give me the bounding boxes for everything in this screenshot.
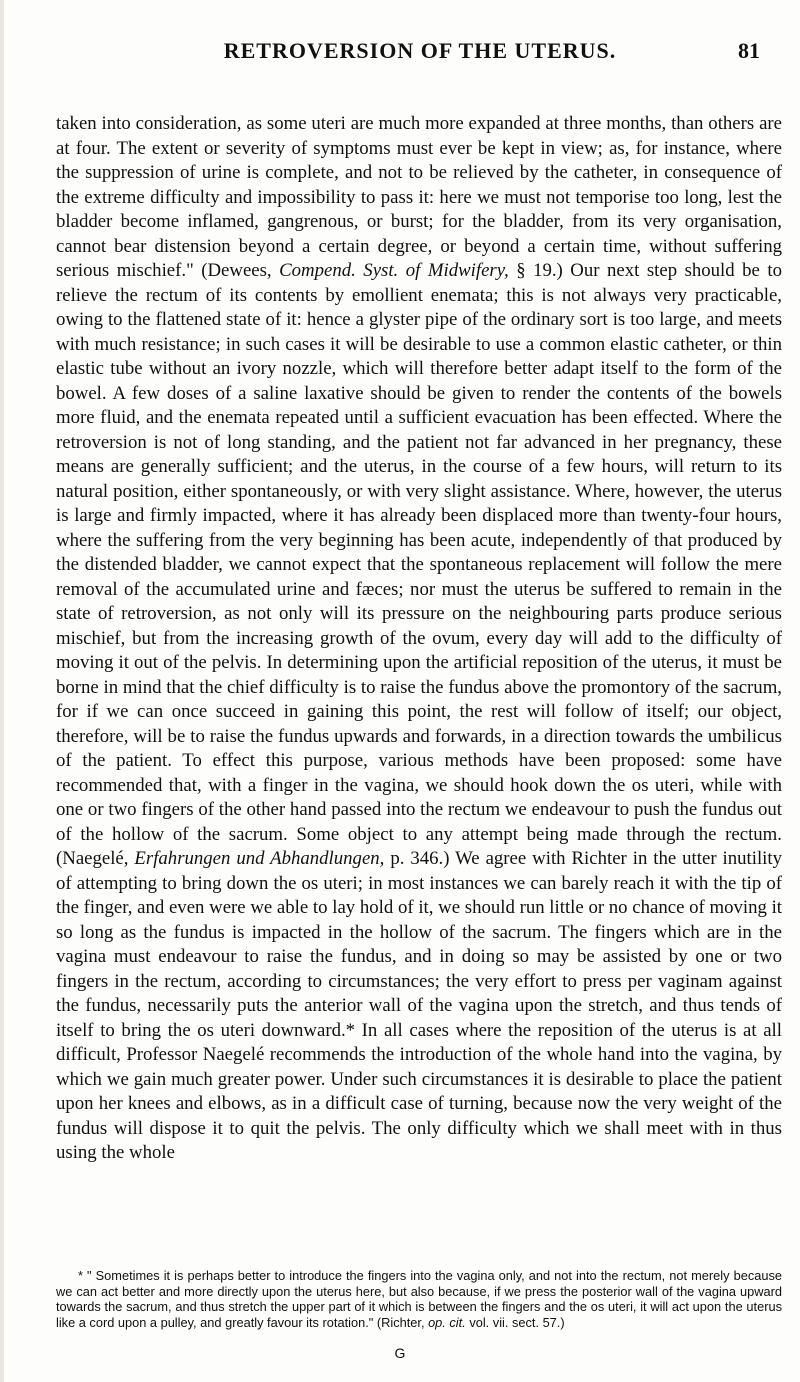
- citation: Compend. Syst. of Midwifery,: [279, 260, 509, 281]
- footnote-segment: vol. vii. sect. 57.): [465, 1314, 565, 1330]
- paragraph-segment: § 19.) Our next step should be to relieve the rectum of its contents by emollient enemata; this is not always very practicable, owing to the flattened state of it: hence a glyster pipe of the ordinary sort is too large, and meets with much resistance; in such cases it will be desirable to use a common elastic catheter, or thin elastic tube without an ivory nozzle, which will therefore better adapt itself to the form of the bowel. A few doses of a saline laxative should be given to render the contents of the bowels more fluid, and the enemata repeated until a sufficient evacuation has been effected. Where the retroversion is not of long standing, and the patient not far advanced in her pregnancy, these means are generally sufficient; and the uterus, in the course of a few hours, will return to its natural position, either spontaneously, or with very slight assistance. Where, however, the uterus is large and firmly impacted, where it has already been displaced more than twenty-four hours, where the suffering from the very beginning has been acute, independently of that produced by the distended bladder, we cannot expect that the spontaneous replacement will follow the mere removal of the accumulated urine and fæces; nor must the uterus be suffered to remain in the state of retroversion, as not only will its pressure on the neighbouring parts produce serious mischief, but from the increasing growth of the ovum, every day will add to the difficulty of moving it out of the pelvis. In determining upon the artificial reposition of the uterus, it must be borne in mind that the chief difficulty is to raise the fundus above the promontory of the sacrum, for if we can once succeed in gaining this point, the rest will follow of itself; our object, therefore, will be to raise the fundus upwards and forwards, in a direction towards the umbilicus of the patient. To effect this purpose, various methods have been proposed: some have recommended that, with a finger in the vagina, we should hook down the os uteri, while with one or two fingers of the other hand passed into the rectum we endeavour to push the fundus out of the hollow of the sacrum. Some object to any attempt being made through the rectum. (Naegelé,: [56, 260, 782, 869]
- footnote-citation: op. cit.: [428, 1314, 466, 1330]
- main-paragraph: [56, 112, 782, 1166]
- page-edge: [0, 0, 4, 1382]
- running-head: [140, 38, 760, 78]
- running-title: RETROVERSION OF THE UTERUS.: [223, 38, 617, 63]
- signature-mark: G: [394, 1345, 406, 1361]
- footnote: [56, 1268, 782, 1330]
- paragraph-segment: p. 346.) We agree with Richter in the utter inutility of attempting to bring down the os uteri; in most instances we can barely reach it with the tip of the finger, and even were we able to lay hold of it, we should run little or no chance of moving it so long as the fundus is impacted in the hollow of the sacrum. The fingers which are in the vagina must endeavour to raise the fundus, and in doing so may be assisted by one or two fingers in the rectum, according to circumstances; the very effort to press per vaginam against the fundus, necessarily puts the anterior wall of the vagina upon the stretch, and thus tends of itself to bring the os uteri downward.* In all cases where the reposition of the uterus is at all difficult, Professor Naegelé recommends the introduction of the whole hand into the vagina, by which we gain much greater power. Under such circumstances it is desirable to place the patient upon her knees and elbows, as in a difficult case of turning, because now the very weight of the fundus will dispose it to quit the pelvis. The only difficulty which we shall meet with in thus using the whole: [56, 848, 783, 1163]
- footnote-segment: * " Sometimes it is perhaps better to introduce the fingers into the vagina only, and not into the rectum, not merely because we can act better and more directly upon the uterus here, but also because, if we press the posterior wall of the vagina upward towards the sacrum, and thus stretch the upper part of it which is between the fingers and the os uteri, it will act upon the uterus like a cord upon a pulley, and greatly favour its rotation." (Richter,: [56, 1268, 782, 1330]
- body-text: [56, 112, 782, 1166]
- citation: Erfahrungen und Abhandlungen,: [134, 848, 385, 869]
- paragraph-segment: taken into consideration, as some uteri are much more expanded at three months, than others are at four. The extent or severity of symptoms must ever be kept in view; as, for instance, where the suppression of urine is complete, and not to be relieved by the catheter, in consequence of the extreme difficulty and impossibility to pass it: here we must not temporise too long, lest the bladder become inflamed, gangrenous, or burst; for the bladder, from its very organisation, cannot bear distension beyond a certain degree, or beyond a certain time, without suffering serious mischief." (Dewees,: [56, 113, 782, 281]
- page-number: 81: [738, 38, 760, 63]
- footnote-text: [56, 1268, 782, 1330]
